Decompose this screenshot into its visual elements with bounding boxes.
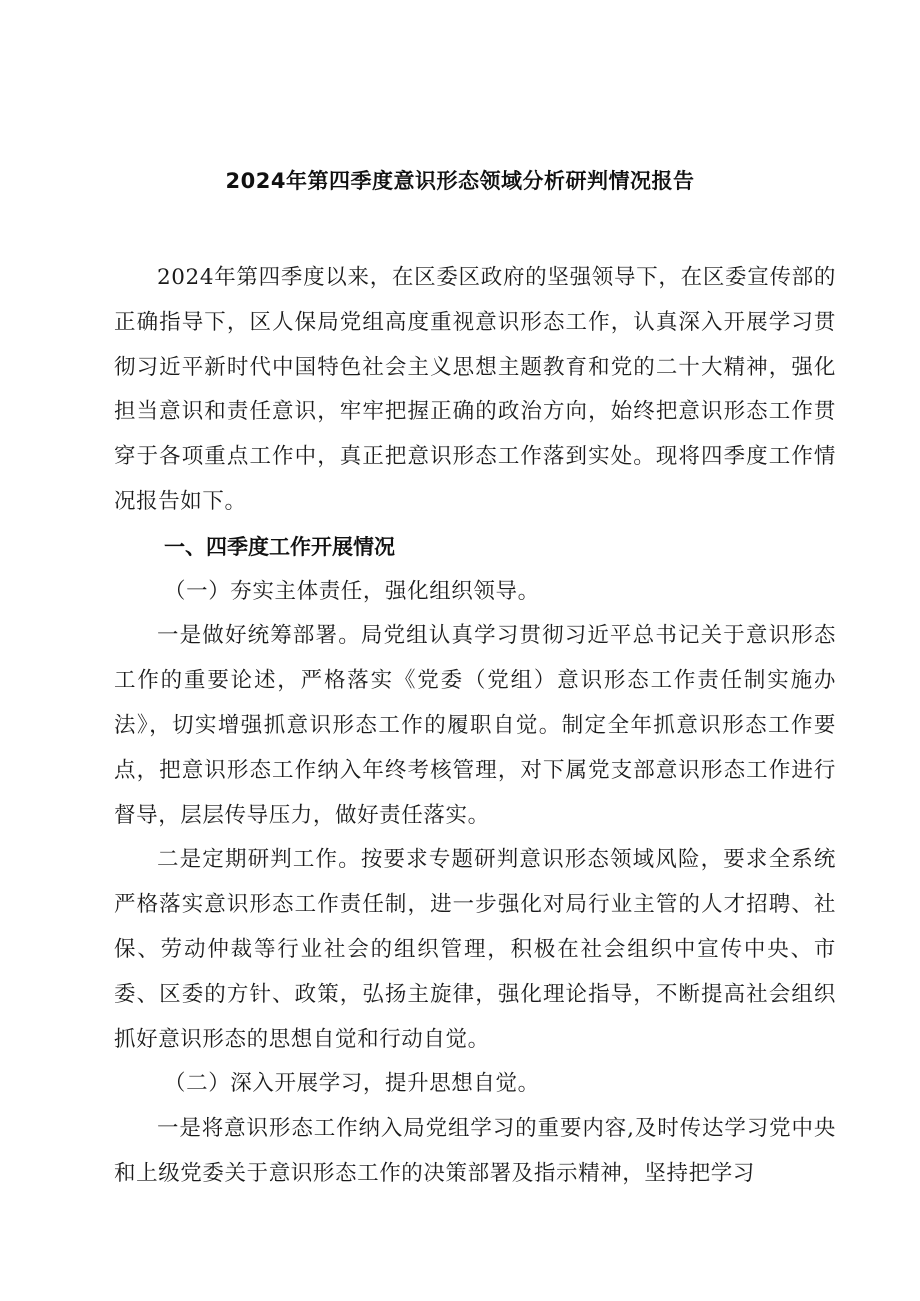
paragraph-study: 一是将意识形态工作纳入局党组学习的重要内容,及时传达学习党中央和上级党委关于意识形态工作的决策部署及指示精神，坚持把学习 — [114, 1116, 836, 1186]
document-body — [114, 256, 836, 1197]
subsection-heading-1: （一）夯实主体责任，强化组织领导。 — [164, 578, 540, 604]
paragraph-coordination: 一是做好统筹部署。局党组认真学习贯彻习近平总书记关于意识形态工作的重要论述，严格落实《党委（党组）意识形态工作责任制实施办法》，切实增强抓意识形态工作的履职自觉。制定全年抓意识形态工作要点，把意识形态工作纳入年终考核管理，对下属党支部意识形态工作进行督导，层层传导压力，做好责任落实。 — [114, 623, 836, 828]
document-title: 2024年第四季度意识形态领域分析研判情况报告 — [225, 169, 695, 193]
section-heading-1: 一、四季度工作开展情况 — [164, 534, 395, 559]
subsection-heading-2: （二）深入开展学习，提升思想自觉。 — [164, 1071, 540, 1097]
intro-paragraph: 2024年第四季度以来，在区委区政府的坚强领导下，在区委宣传部的正确指导下，区人保局党组高度重视意识形态工作，认真深入开展学习贯彻习近平新时代中国特色社会主义思想主题教育和党的二十大精神，强化担当意识和责任意识，牢牢把握正确的政治方向，始终把意识形态工作贯穿于各项重点工作中，真正把意识形态工作落到实处。现将四季度工作情况报告如下。 — [114, 265, 836, 514]
paragraph-regular-assessment: 二是定期研判工作。按要求专题研判意识形态领域风险，要求全系统严格落实意识形态工作责任制，进一步强化对局行业主管的人才招聘、社保、劳动仲裁等行业社会的组织管理，积极在社会组织中宣传中央、市委、区委的方针、政策，弘扬主旋律，强化理论指导，不断提高社会组织抓好意识形态的思想自觉和行动自觉。 — [114, 847, 836, 1052]
